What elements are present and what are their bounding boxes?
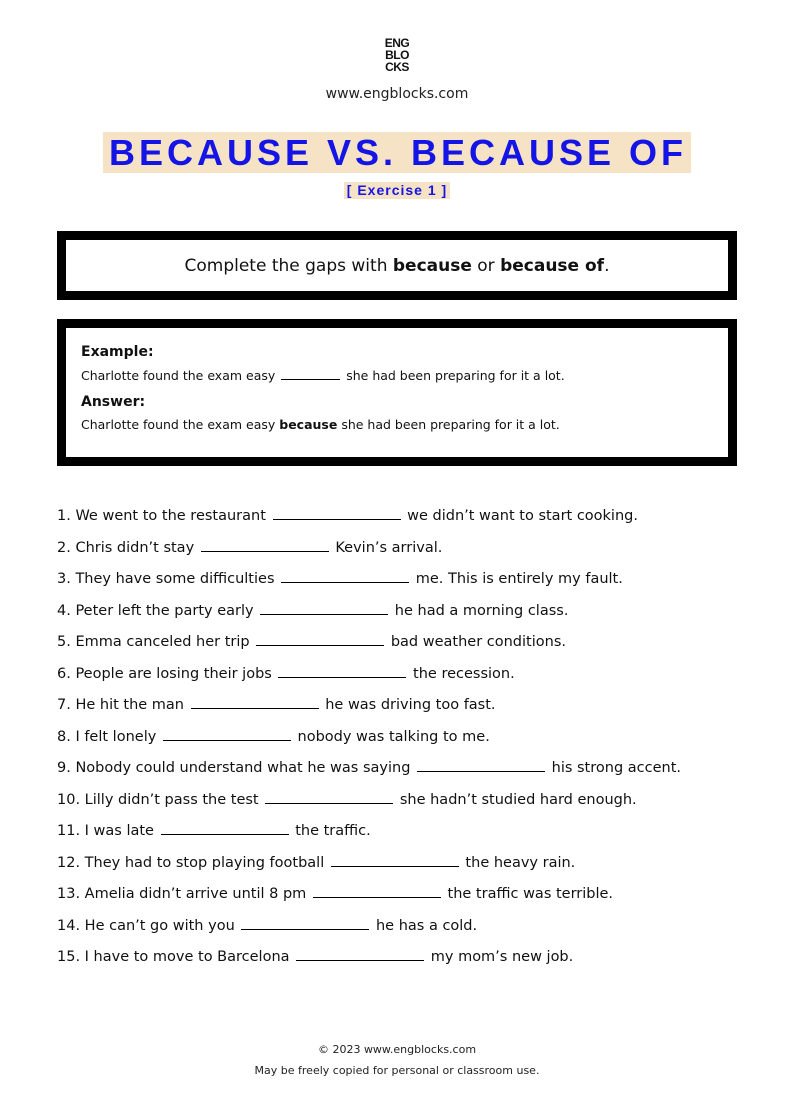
question-text-after: he had a morning class. [390, 602, 569, 619]
logo-line: BLO [385, 48, 409, 62]
question-text-after: Kevin’s arrival. [330, 539, 443, 556]
question-list [57, 503, 747, 976]
question-text-after: my mom’s new job. [426, 949, 574, 965]
exercise-subtitle: [ Exercise 1 ] [344, 182, 450, 199]
question-text-before: 1. We went to the restaurant [57, 508, 271, 524]
question-item [57, 755, 747, 787]
instruction-word-because-of: because of [500, 255, 605, 276]
answer-blank[interactable] [201, 535, 329, 552]
question-item [57, 881, 747, 913]
question-text-before: 15. I have to move to Barcelona [57, 949, 295, 965]
question-text-after: we didn’t want to start cooking. [402, 508, 638, 524]
answer-sentence: Charlotte found the exam easy because she had been preparing for it a lot. [81, 417, 560, 432]
answer-blank[interactable] [273, 503, 401, 520]
question-item [57, 724, 747, 756]
site-url[interactable]: www.engblocks.com [325, 86, 469, 102]
answer-blank[interactable] [313, 881, 441, 898]
question-text-after: the traffic was terrible. [442, 886, 614, 902]
answer-blank[interactable] [296, 944, 424, 961]
footer-note: May be freely copied for personal or classroom use. [254, 1064, 540, 1077]
question-text-before: 8. I felt lonely [57, 728, 161, 745]
question-item [57, 913, 747, 945]
answer-blank[interactable] [161, 818, 289, 835]
question-text-before: 14. He can’t go with you [57, 917, 240, 934]
question-text-before: 6. People are losing their jobs [57, 665, 277, 682]
answer-label: Answer: [81, 394, 146, 410]
question-text-after: me. This is entirely my fault. [411, 571, 623, 587]
worksheet-title: BECAUSE VS. BECAUSE OF [103, 132, 691, 173]
question-item [57, 535, 747, 567]
answer-blank[interactable] [256, 629, 384, 646]
question-text-before: 5. Emma canceled her trip [57, 634, 255, 650]
question-text-after: she hadn’t studied hard enough. [395, 791, 637, 808]
question-text-after: the recession. [408, 665, 515, 682]
question-item [57, 503, 747, 535]
instruction-box [57, 231, 737, 300]
question-text-before: 10. Lilly didn’t pass the test [57, 791, 264, 808]
example-sentence: Charlotte found the exam easy she had been preparing for it a lot. [81, 368, 565, 383]
question-item [57, 850, 747, 882]
question-text-after: nobody was talking to me. [292, 728, 490, 745]
logo-line: CKS [385, 60, 409, 74]
question-text-before: 12. They had to stop playing football [57, 854, 329, 871]
answer-blank[interactable] [331, 850, 459, 867]
question-text-before: 2. Chris didn’t stay [57, 539, 199, 556]
question-item [57, 598, 747, 630]
question-item [57, 629, 747, 661]
question-text-after: bad weather conditions. [386, 634, 566, 650]
question-text-after: the heavy rain. [460, 854, 576, 871]
engblocks-logo [0, 37, 794, 73]
question-item [57, 944, 747, 976]
answer-blank[interactable] [191, 692, 319, 709]
answer-blank[interactable] [417, 755, 545, 772]
answer-blank[interactable] [163, 724, 291, 741]
footer-copyright: © 2023 www.engblocks.com [317, 1043, 477, 1056]
example-label: Example: [81, 344, 154, 360]
logo-line: ENG [384, 36, 410, 50]
question-item [57, 692, 747, 724]
instruction-word-because: because [392, 255, 472, 276]
question-text-after: he was driving too fast. [320, 697, 496, 713]
answer-blank[interactable] [278, 661, 406, 678]
question-text-before: 4. Peter left the party early [57, 602, 259, 619]
example-box [57, 319, 737, 466]
question-text-after: the traffic. [290, 823, 371, 839]
instruction-text: Complete the gaps with because or because of. [184, 255, 610, 276]
question-item [57, 661, 747, 693]
question-text-before: 7. He hit the man [57, 697, 189, 713]
answer-blank[interactable] [260, 598, 388, 615]
question-text-before: 9. Nobody could understand what he was saying [57, 760, 416, 776]
question-text-before: 3. They have some difficulties [57, 571, 280, 587]
example-blank [281, 367, 340, 380]
answer-blank[interactable] [281, 566, 409, 583]
question-text-before: 13. Amelia didn’t arrive until 8 pm [57, 886, 311, 902]
question-item [57, 818, 747, 850]
question-text-after: he has a cold. [371, 917, 478, 934]
answer-blank[interactable] [241, 913, 369, 930]
question-text-before: 11. I was late [57, 823, 159, 839]
question-item [57, 787, 747, 819]
question-item [57, 566, 747, 598]
answer-blank[interactable] [265, 787, 393, 804]
answer-word: because [279, 417, 338, 432]
question-text-after: his strong accent. [547, 760, 681, 776]
